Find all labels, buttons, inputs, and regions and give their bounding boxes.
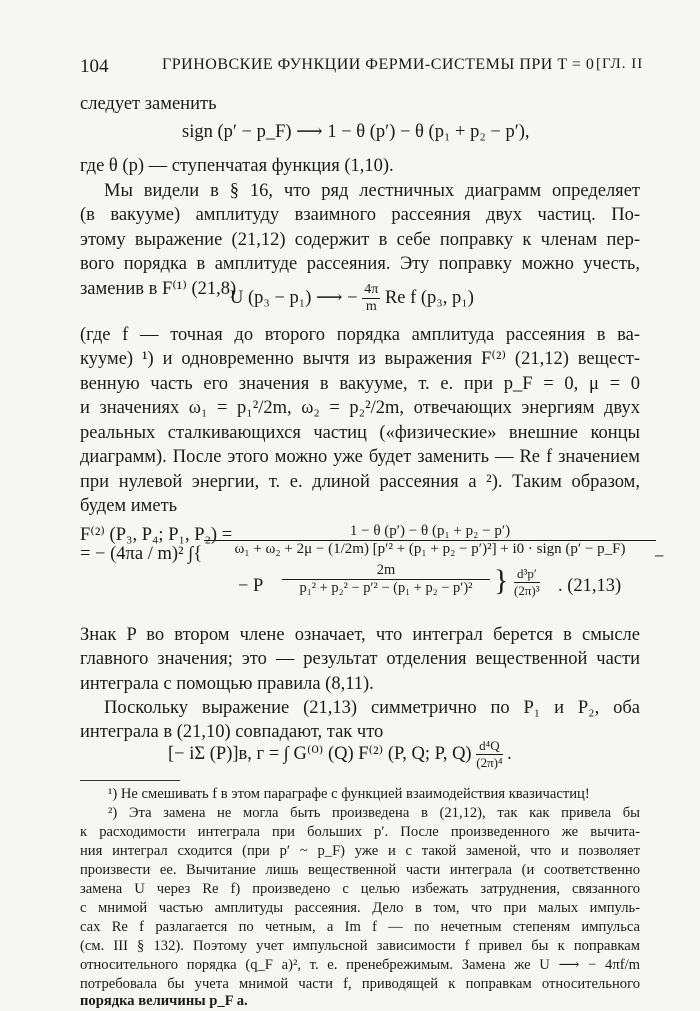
text-line: (в вакууме) амплитуду взаимного рассеяния двух частиц. По-	[80, 205, 640, 225]
text-line: Поскольку выражение (21,13) симметрично по P₁ и P₂, оба	[104, 698, 640, 718]
text-line: Знак P во втором члене означает, что интеграл берется в смысле	[80, 625, 640, 645]
footnote-1: ¹) Не смешивать f в этом параграфе с функцией взаимодействия квазичастиц!	[108, 786, 590, 802]
footnote-line: с мнимой частью амплитуды рассеяния. Дело в том, что при малых импуль-	[80, 900, 640, 916]
text-line: Мы видели в § 16, что ряд лестничных диаграмм определяет	[104, 181, 640, 201]
text-line: при нулевой энергии, т. е. длиной рассеяния a ²). Таким образом,	[80, 472, 640, 492]
footnote-line: произвести ее. Вычитание лишь вещественной части интеграла (и соответственно	[80, 862, 640, 878]
footnote-line: замена U через Re f) произведено с целью избежать затруднения, связанного	[80, 881, 640, 897]
footnote-line: относительного порядка (q_F a)², т. е. пренебрежимым. Замена же U ⟶ − 4πf/m	[80, 957, 640, 973]
text-line: вого порядка в амплитуде рассеяния. Эту поправку можно учесть,	[80, 254, 640, 274]
footnote-line: ²) Эта замена не могла быть произведена в (21,12), так как привела бы	[108, 805, 640, 821]
fraction	[362, 282, 380, 315]
fraction-denominator: (2π)³	[514, 583, 540, 598]
text-line: следует заменить	[80, 94, 217, 114]
equation-number: . (21,13)	[558, 576, 622, 596]
page-number: 104	[80, 56, 109, 77]
fraction-numerator: d⁴Q	[476, 738, 502, 755]
text-line: главного значения; это — результат отделения вещественной части	[80, 649, 640, 669]
fraction-denominator: ω₁ + ω₂ + 2μ − (1/2m) [p′² + (p₁ + p₂ − p′)²] + i0 · sign (p′ − p_F)	[234, 541, 626, 557]
footnote-line: ния интеграл сходится (при p′ ~ p_F) уже и с такой заменой, что и позволяет	[80, 843, 640, 859]
running-title: ГРИНОВСКИЕ ФУНКЦИИ ФЕРМИ-СИСТЕМЫ ПРИ T = 0	[162, 56, 595, 73]
fraction-second	[282, 562, 490, 597]
fraction-numerator: 1 − θ (p′) − θ (p₁ + p₂ − p′)	[204, 523, 656, 541]
footnote-line: потребовала бы учета мнимой части f, приводящей к поправкам относительного	[80, 976, 640, 992]
formula-self-energy	[168, 738, 512, 771]
fraction-numerator: 2m	[282, 562, 490, 580]
footnote-line: (см. III § 132). Поэтому учет импульсной зависимости f привел бы к поправкам	[80, 938, 640, 954]
formula-part: [− iΣ (P)]в, г = ∫ G⁽⁰⁾ (Q) F⁽²⁾ (P, Q; P, Q)	[168, 743, 472, 764]
text-line: будем иметь	[80, 496, 178, 516]
fraction	[476, 738, 502, 771]
fraction-main	[204, 523, 656, 558]
fraction-denominator: p₁² + p₂² − p′² − (p₁ + p₂ − p′)²	[299, 580, 473, 596]
text-line: этому выражение (21,12) содержит в себе поправку к членам пер-	[80, 230, 640, 250]
text-line: интеграла с помощью правила (8,11).	[80, 674, 374, 694]
fraction-denominator: m	[365, 299, 377, 314]
text-line: диаграмм). После этого можно уже будет заменить — Re f значением	[80, 447, 640, 467]
text-line: заменив в F⁽¹⁾ (21,8)	[80, 279, 237, 299]
equation-second-term	[238, 562, 678, 618]
fraction-measure	[514, 566, 540, 599]
text-line: венную часть его значения в вакууме, т. е. при p_F = 0, μ = 0	[80, 374, 640, 394]
text-line: кууме) ¹) и одновременно вычтя из выражения F⁽²⁾ (21,12) вещест-	[80, 349, 640, 369]
text-line: (где f — точная до второго порядка амплитуда рассеяния в ва-	[80, 325, 640, 345]
fraction-numerator: 4π	[364, 282, 379, 297]
text-line: и значениях ω₁ = p₁²/2m, ω₂ = p₂²/2m, отвечающих энергиям двух	[80, 398, 640, 418]
formula-sign-replacement: sign (p′ − p_F) ⟶ 1 − θ (p′) − θ (p₁ + p₂ − p′),	[182, 122, 530, 142]
footnote-line: сах Re f разлагается по четным, a Im f — по нечетным степеням импульса	[80, 919, 640, 935]
formula-part: U (p₃ − p₁) ⟶ −	[230, 287, 358, 308]
equation-lhs: F⁽²⁾ (P₃, P₄; P₁, P₂) =	[80, 525, 233, 545]
equation-prefix: = − (4πa / m)² ∫{	[80, 544, 203, 564]
text-line: реальных сталкивающихся частиц («физические» внешние концы	[80, 423, 640, 443]
footnote-line: к расходимости интеграла при больших p′. После произведенного же вычита-	[80, 824, 640, 840]
formula-part: .	[507, 743, 512, 764]
text-line: где θ (p) — ступенчатая функция (1,10).	[80, 156, 394, 176]
principal-value: − P	[238, 576, 264, 596]
footnote-rule	[80, 780, 180, 781]
fraction-denominator: (2π)⁴	[476, 755, 503, 770]
footnote-line: порядка величины p_F a.	[80, 993, 248, 1009]
fraction-numerator: d³p′	[514, 566, 540, 583]
chapter-marker: [ГЛ. II	[596, 56, 644, 72]
text-line: интеграла в (21,10) совпадают, так что	[80, 722, 384, 742]
formula-part: Re f (p₃, p₁)	[384, 287, 474, 308]
equation-minus: −	[654, 547, 665, 567]
formula-potential-replacement	[230, 282, 474, 315]
brace-close: }	[494, 564, 509, 597]
